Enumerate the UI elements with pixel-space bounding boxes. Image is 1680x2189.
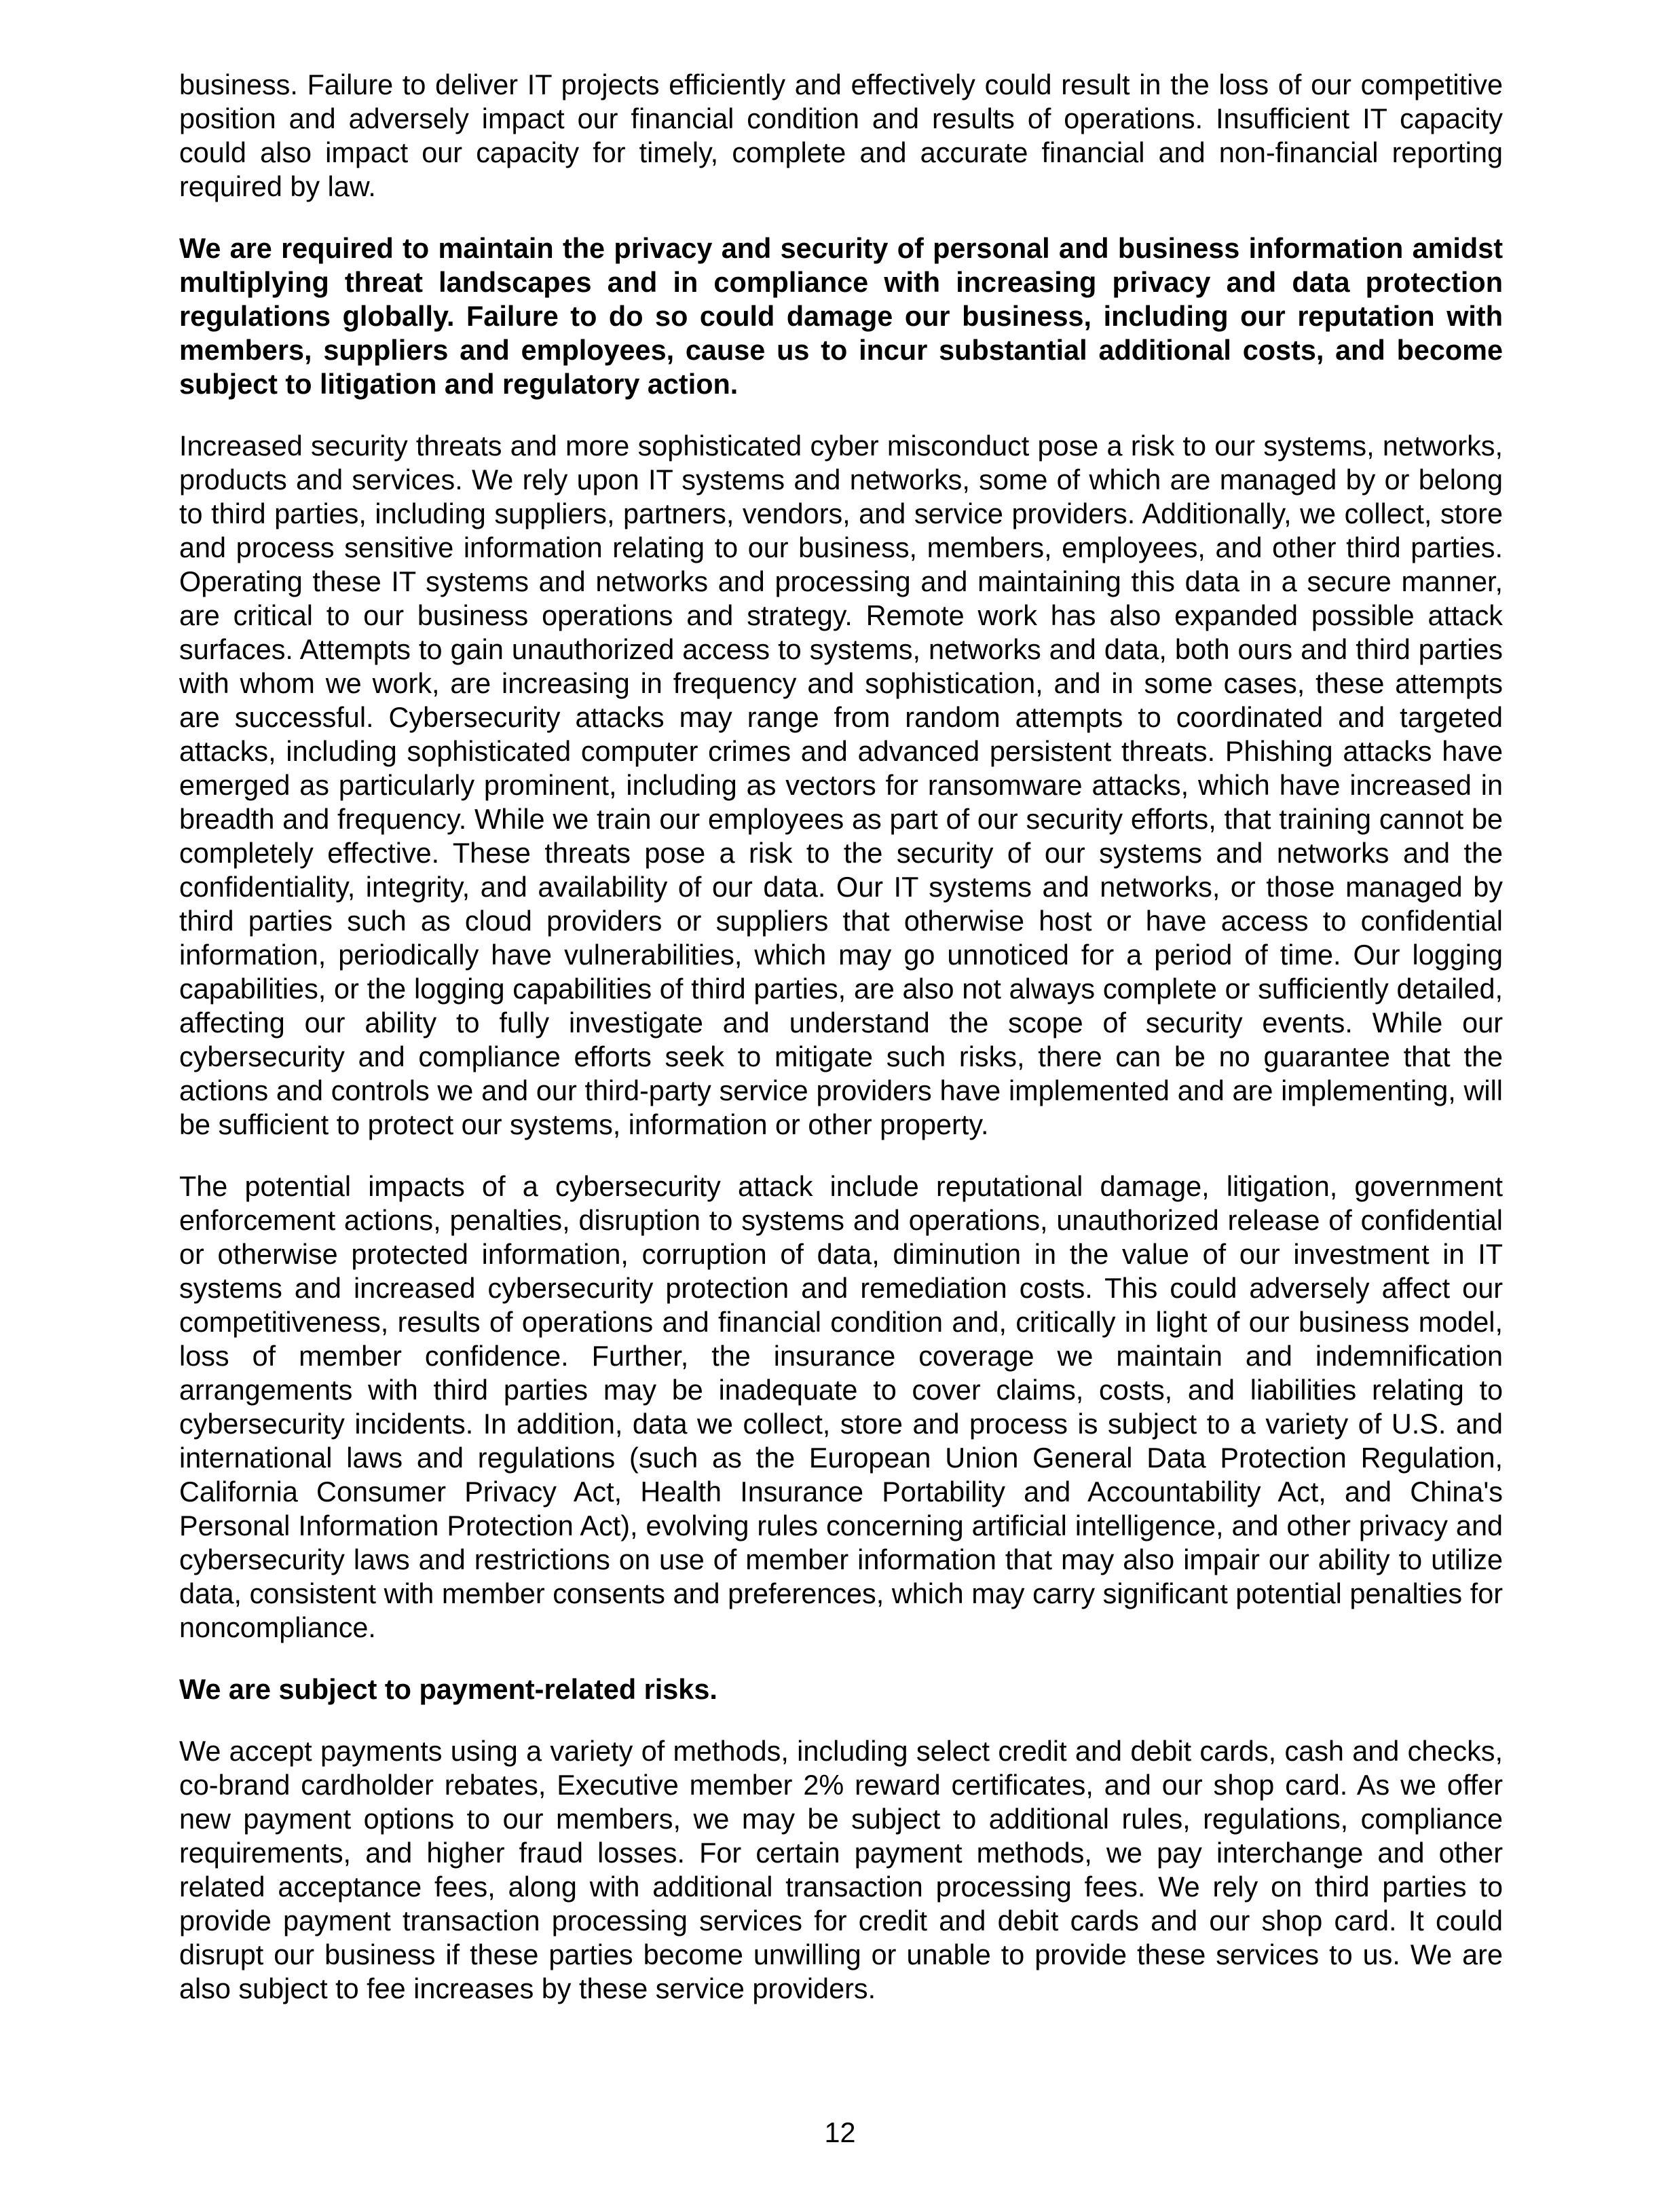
paragraph-payment-methods: We accept payments using a variety of methods, including select credit and debit cards, cash and checks, co-brand cardholder rebates, Executive member 2% reward certificates, and our shop card. As we offer new payment options to our members, we may be subject to additional rules, regulations, compliance requirements, and higher fraud losses. For certain payment methods, we pay interchange and other related acceptance fees, along with additional transaction processing fees. We rely on third parties to provide payment transaction processing services for credit and debit cards and our shop card. It could disrupt our business if these parties become unwilling or unable to provide these services to us. We are also subject to fee increases by these service providers. (179, 1736, 1503, 2004)
heading-privacy-security-risk: We are required to maintain the privacy and security of personal and business information amidst multiplying threat landscapes and in compliance with increasing privacy and data protection regulations globally. Failure to do so could damage our business, including our reputation with members, suppliers and employees, cause us to incur substantial additional costs, and become subject to litigation and regulatory action. (179, 233, 1503, 400)
heading-payment-risks: We are subject to payment-related risks. (179, 1674, 717, 1705)
paragraph-cyberattack-impacts: The potential impacts of a cybersecurity attack include reputational damage, litigation, government enforcement actions, penalties, disruption to systems and operations, unauthorized release of confidential or otherwise protected information, corruption of data, diminution in the value of our investment in IT systems and increased cybersecurity protection and remediation costs. This could adversely affect our competitiveness, results of operations and financial condition and, critically in light of our business model, loss of member confidence. Further, the insurance coverage we maintain and indemnification arrangements with third parties may be inadequate to cover claims, costs, and liabilities relating to cybersecurity incidents. In addition, data we collect, store and process is subject to a variety of U.S. and international laws and regulations (such as the European Union General Data Protection Regulation, California Consumer Privacy Act, Health Insurance Portability and Accountability Act, and China's Personal Information Protection Act), evolving rules concerning artificial intelligence, and other privacy and cybersecurity laws and restrictions on use of member information that may also impair our ability to utilize data, consistent with member consents and preferences, which may carry significant potential penalties for noncompliance. (179, 1171, 1503, 1643)
document-page (179, 68, 1503, 2034)
paragraph-security-threats: Increased security threats and more sophisticated cyber misconduct pose a risk to our systems, networks, products and services. We rely upon IT systems and networks, some of which are managed by or belong to third parties, including suppliers, partners, vendors, and service providers. Additionally, we collect, store and process sensitive information relating to our business, members, employees, and other third parties. Operating these IT systems and networks and processing and maintaining this data in a secure manner, are critical to our business operations and strategy. Remote work has also expanded possible attack surfaces. Attempts to gain unauthorized access to systems, networks and data, both ours and third parties with whom we work, are increasing in frequency and sophistication, and in some cases, these attempts are successful. Cybersecurity attacks may range from random attempts to coordinated and targeted attacks, including sophisticated computer crimes and advanced persistent threats. Phishing attacks have emerged as particularly prominent, including as vectors for ransomware attacks, which have increased in breadth and frequency. While we train our employees as part of our security efforts, that training cannot be completely effective. These threats pose a risk to the security of our systems and networks and the confidentiality, integrity, and availability of our data. Our IT systems and networks, or those managed by third parties such as cloud providers or suppliers that otherwise host or have access to confidential information, periodically have vulnerabilities, which may go unnoticed for a period of time. Our logging capabilities, or the logging capabilities of third parties, are also not always complete or sufficiently detailed, affecting our ability to fully investigate and understand the scope of security events. While our cybersecurity and compliance efforts seek to mitigate such risks, there can be no guarantee that the actions and controls we and our third-party service providers have implemented and are implementing, will be sufficient to protect our systems, information or other property. (179, 430, 1503, 1140)
paragraph-it-projects: business. Failure to deliver IT projects efficiently and effectively could result in the loss of our competitive position and adversely impact our financial condition and results of operations. Insufficient IT capacity could also impact our capacity for timely, complete and accurate financial and non-financial reporting required by law. (179, 69, 1503, 202)
page-number: 12 (824, 2117, 856, 2148)
